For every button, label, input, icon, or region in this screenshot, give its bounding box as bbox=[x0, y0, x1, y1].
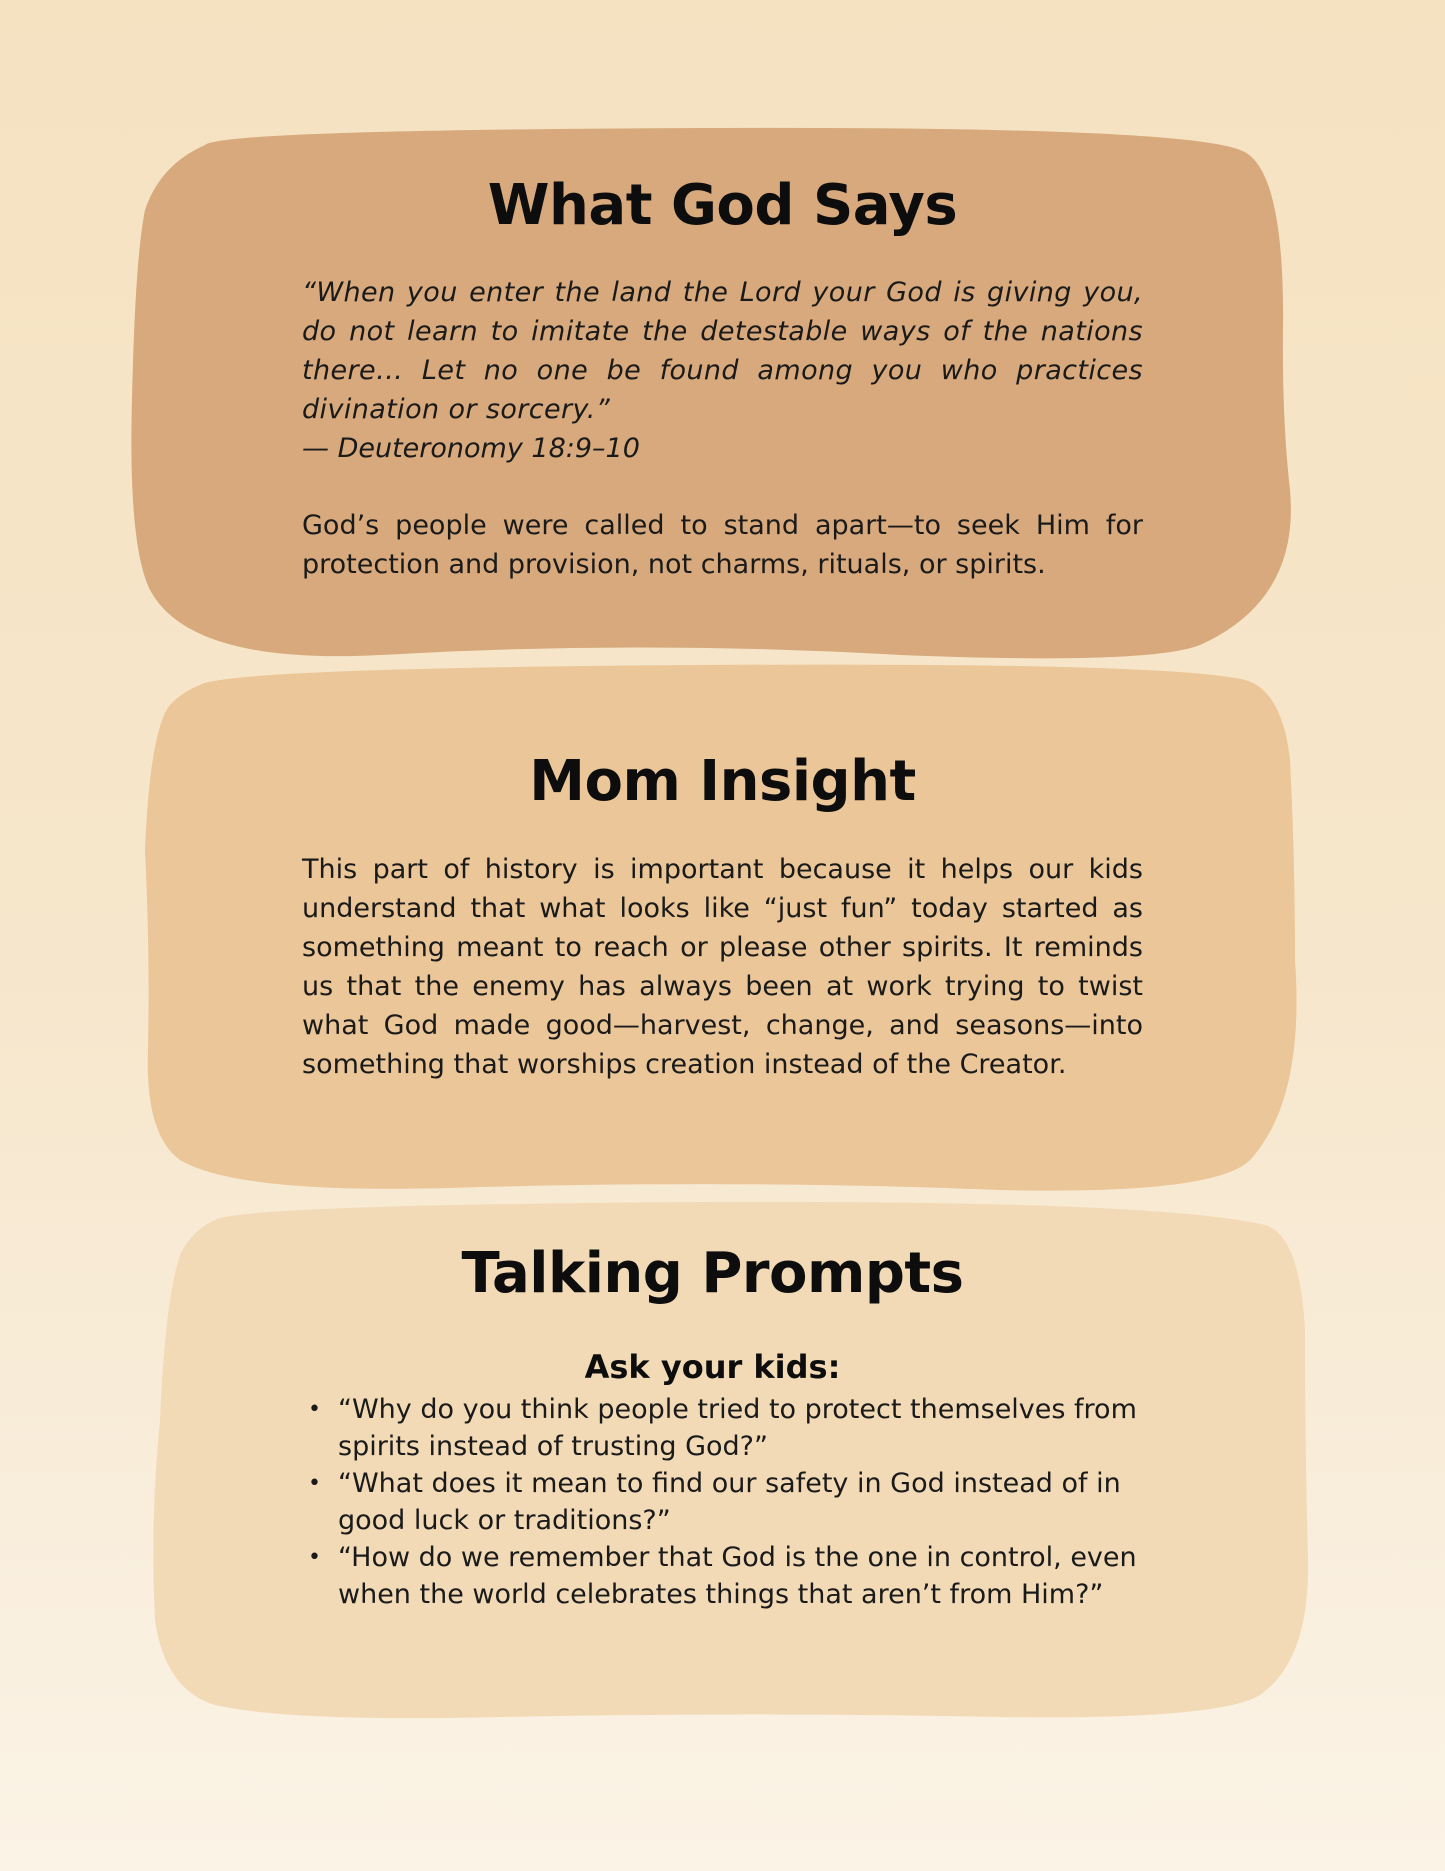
bullet-icon: • bbox=[308, 1397, 321, 1422]
list-item bbox=[308, 1391, 1168, 1465]
bullet-icon: • bbox=[308, 1471, 321, 1496]
list-item bbox=[308, 1465, 1168, 1539]
ask-your-kids-subheading: Ask your kids: bbox=[584, 1348, 841, 1386]
talking-prompts-section bbox=[302, 1236, 1143, 1613]
list-item bbox=[308, 1539, 1168, 1613]
scripture-quote: “When you enter the land the Lord your God is giving you, do not learn to imitate the detestable ways of the nations there… Let no one be found among you who practices divination or sorcery.” bbox=[302, 277, 1143, 425]
mom-insight-body: This part of history is important because it helps our kids understand that what looks like “just fun” today started as something meant to reach or please other spirits. It reminds us that the enemy has always been at work trying to twist what God made good—harvest, change, and seasons—into something that worships creation instead of the Creator. bbox=[302, 854, 1143, 1080]
bullet-icon: • bbox=[308, 1545, 321, 1570]
talking-prompts-list bbox=[302, 1391, 1168, 1613]
prompt-text: “How do we remember that God is the one in control, even when the world celebrates things that aren’t from Him?” bbox=[338, 1542, 1137, 1610]
prompt-text: “Why do you think people tried to protect themselves from spirits instead of trusting God?” bbox=[338, 1394, 1137, 1462]
mom-insight-heading: Mom Insight bbox=[529, 749, 916, 814]
scripture-citation: — Deuteronomy 18:9–10 bbox=[302, 433, 640, 464]
what-god-says-heading: What God Says bbox=[487, 173, 958, 238]
talking-prompts-heading: Talking Prompts bbox=[461, 1241, 964, 1306]
mom-insight-section bbox=[302, 744, 1143, 1084]
prompt-text: “What does it mean to find our safety in God instead of in good luck or traditions?” bbox=[338, 1468, 1121, 1536]
what-god-says-section bbox=[302, 168, 1143, 584]
what-god-says-body: God’s people were called to stand apart—to seek Him for protection and provision, not charms, rituals, or spirits. bbox=[302, 510, 1143, 580]
